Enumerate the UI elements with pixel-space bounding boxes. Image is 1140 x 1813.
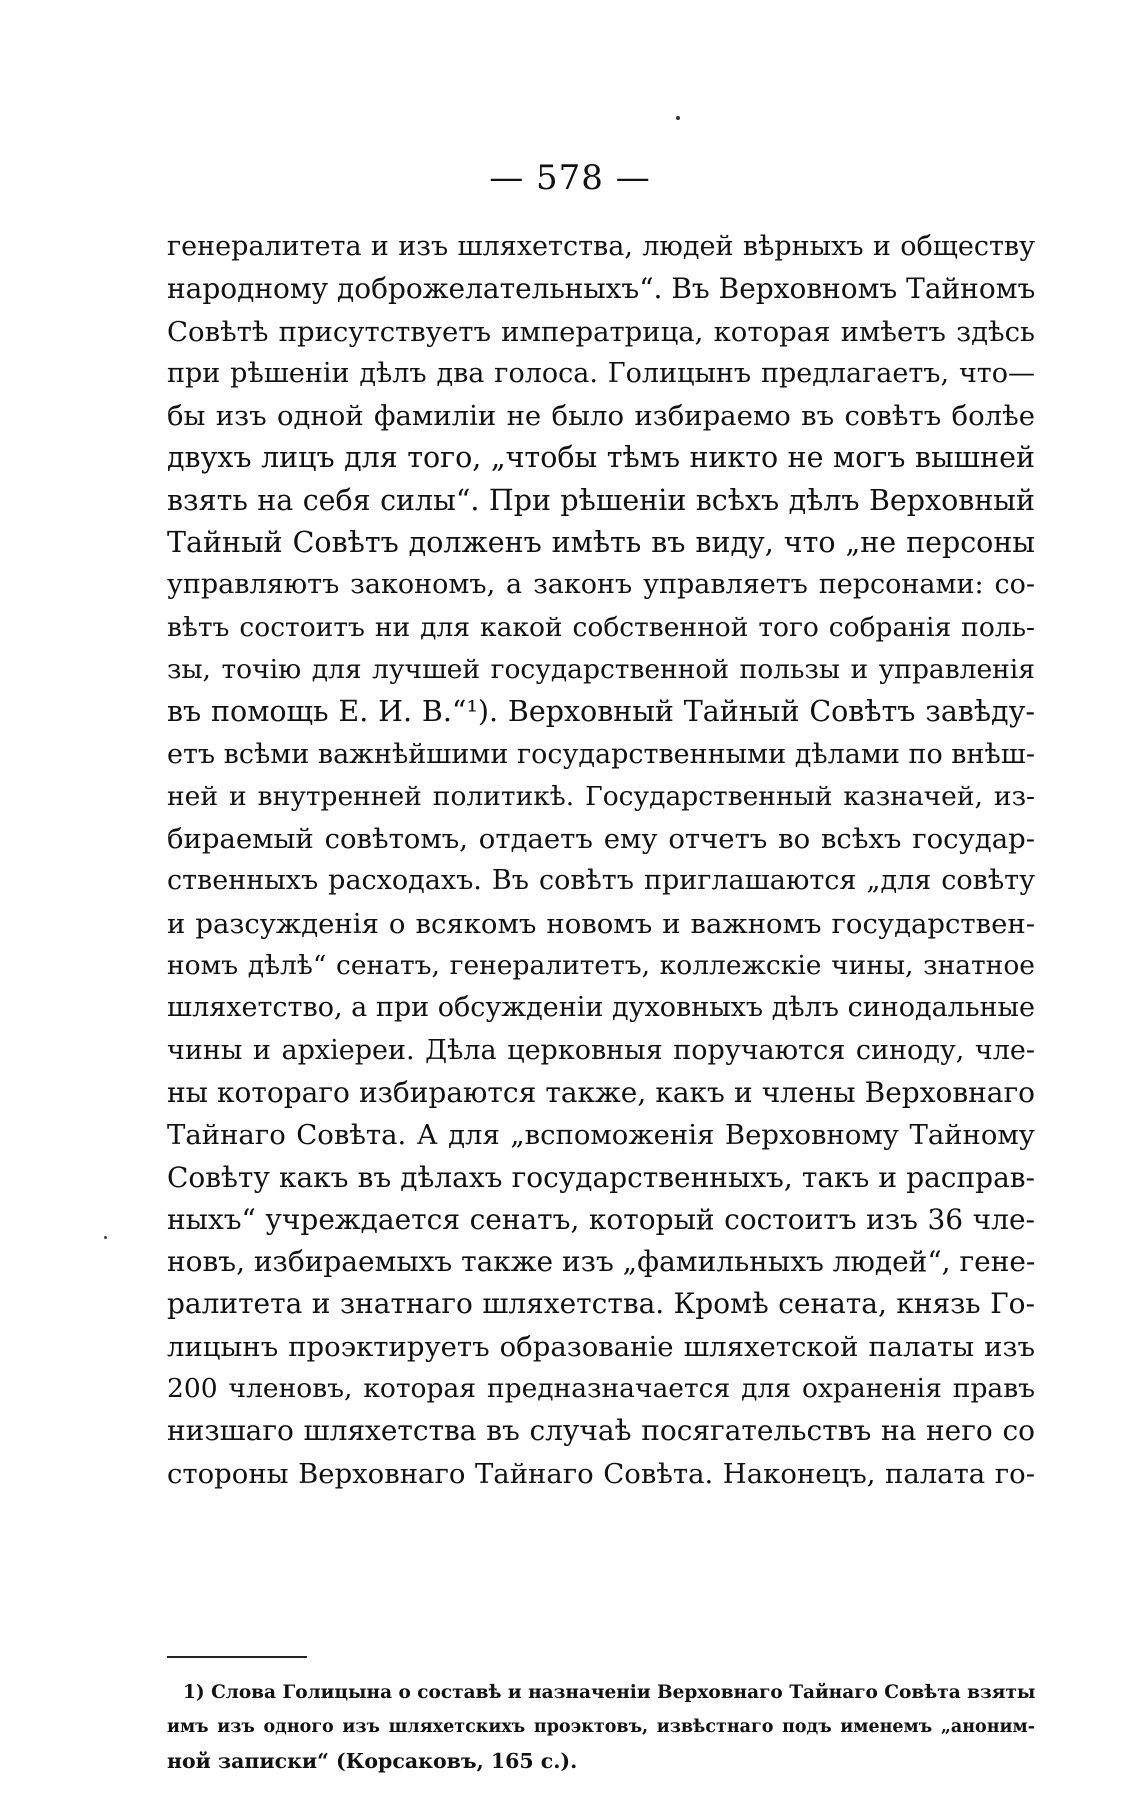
text-line: шляхетство, а при обсужденіи духовныхъ дѣлъ синодальные <box>167 992 1035 1024</box>
text-line: Совѣтѣ присутствуетъ императрица, которая имѣетъ здѣсь <box>167 315 1035 348</box>
footnote-line: имъ изъ одного изъ шляхетскихъ проэктовъ, извѣстнаго подъ именемъ „аноним- <box>167 1717 1035 1737</box>
body-text <box>167 226 1035 1495</box>
text-line: 200 членовъ, которая предназначается для охраненія правъ <box>167 1373 1035 1405</box>
text-line: и разсужденія о всякомъ новомъ и важномъ государствен- <box>167 907 1035 940</box>
text-line: взять на себя силы“. При рѣшеніи всѣхъ дѣлъ Верховный <box>167 483 1035 517</box>
print-speck <box>104 1236 107 1239</box>
text-line: низшаго шляхетства въ случаѣ посягательствъ на него со <box>167 1414 1035 1448</box>
text-line: бы изъ одной фамиліи не было избираемо въ совѣтъ болѣе <box>167 400 1035 433</box>
text-line: лицынъ проэктируетъ образованіе шляхетской палаты изъ <box>167 1330 1035 1363</box>
text-line: управляютъ закономъ, а законъ управляетъ персонами: со- <box>167 569 1035 601</box>
text-line: ственныхъ расходахъ. Въ совѣтъ приглашаются „для совѣту <box>167 865 1035 897</box>
text-line: чины и архіереи. Дѣла церковныя поручаются синоду, чле- <box>167 1034 1035 1066</box>
footnote-line: 1) Слова Голицына о составѣ и назначеніи Верховнаго Тайнаго Совѣта взяты <box>183 1682 1035 1703</box>
footnote-divider <box>167 1656 307 1658</box>
text-line: бираемый совѣтомъ, отдаетъ ему отчетъ во всѣхъ государ- <box>167 823 1035 856</box>
text-line: номъ дѣлѣ“ сенатъ, генералитетъ, коллежскіе чины, знатное <box>167 950 1035 982</box>
text-line: при рѣшеніи дѣлъ два голоса. Голицынъ предлагаетъ, что— <box>167 357 1035 389</box>
text-line: двухъ лицъ для того, „чтобы тѣмъ никто не могъ вышней <box>167 441 1035 475</box>
text-line: ныхъ“ учреждается сенатъ, который состоитъ изъ 36 чле- <box>167 1202 1035 1236</box>
text-line: ны котораго избираются также, какъ и члены Верховнаго <box>167 1075 1035 1109</box>
print-speck <box>676 116 680 120</box>
text-line: зы, точію для лучшей государственной пользы и управленія <box>167 653 1035 685</box>
text-line: ней и внутренней политикѣ. Государственный казначей, из- <box>167 780 1035 812</box>
text-line: Тайный Совѣтъ долженъ имѣть въ виду, что „не персоны <box>167 526 1035 560</box>
footnote-line: ной записки“ (Корсаковъ, 165 с.). <box>167 1749 578 1773</box>
text-line: вѣтъ состоитъ ни для какой собственной того собранія поль- <box>167 611 1035 643</box>
text-line: въ помощь Е. И. В.“¹). Верховный Тайный Совѣтъ завѣду- <box>167 695 1035 729</box>
text-line: Тайнаго Совѣта. А для „вспоможенія Верховному Тайному <box>167 1119 1035 1152</box>
text-line: Совѣту какъ въ дѣлахъ государственныхъ, такъ и расправ- <box>167 1160 1035 1194</box>
text-line: народному доброжелательныхъ“. Въ Верховномъ Тайномъ <box>167 272 1035 306</box>
text-line: ралитета и знатнаго шляхетства. Кромѣ сената, князь Го- <box>167 1287 1035 1321</box>
text-line: генералитета и изъ шляхетства, людей вѣрныхъ и обществу <box>167 231 1035 262</box>
text-line: стороны Верховнаго Тайнаго Совѣта. Наконецъ, палата го- <box>167 1457 1035 1490</box>
page-number: — 578 — <box>489 158 651 198</box>
text-line: новъ, избираемыхъ также изъ „фамильныхъ людей“, гене- <box>167 1245 1035 1279</box>
text-line: етъ всѣми важнѣйшими государственными дѣлами по внѣш- <box>167 738 1035 770</box>
footnote <box>167 1676 1035 1778</box>
